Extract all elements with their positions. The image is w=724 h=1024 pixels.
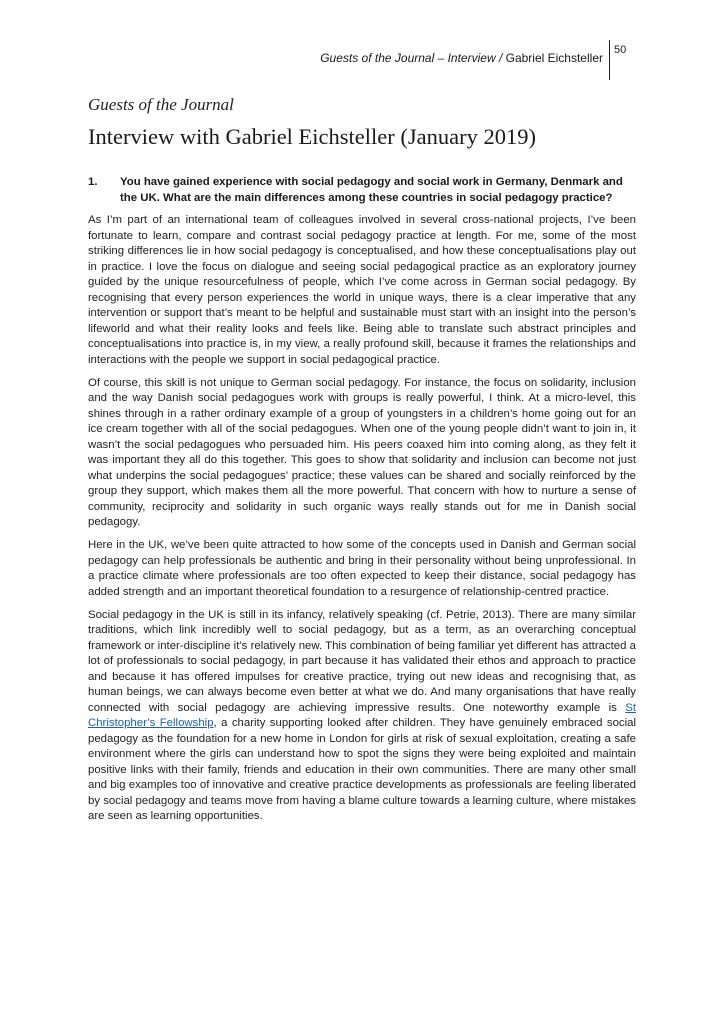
running-header — [300, 50, 603, 66]
paragraph-4 — [88, 608, 636, 825]
question-text: You have gained experience with social pedagogy and social work in Germany, Denmark and the UK. What are the main differences among these countries in social pedagogy practice? — [120, 176, 623, 204]
section-label: Guests of the Journal — [88, 95, 234, 114]
paragraph-4-text-before: Social pedagogy in the UK is still in its infancy, relatively speaking (cf. Petrie, 2013). There are many similar traditions, which link incredibly well to social pedagogy, but as a term, as an overarching conceptual framework or inter-discipline it’s relatively new. This combination of being familiar yet different has attracted a lot of professionals to social pedagogy, in part because it has validated their ethos and approach to practice and because it has offered impulses for creative practice, trying out new ideas and recognising that, as human beings, we can always become even better at what we do. And many organisations that have really connected with social pedagogy are achieving impressive results. One noteworthy example is — [88, 608, 636, 714]
st-christophers-link[interactable]: St Christopher’s Fellowship — [88, 701, 636, 729]
answer-body — [88, 213, 636, 832]
interview-question — [88, 175, 636, 206]
running-header-author: Gabriel Eichsteller — [502, 51, 603, 65]
running-header-journal: Guests of the Journal – Interview / — [320, 51, 503, 65]
paragraph-2: Of course, this skill is not unique to German social pedagogy. For instance, the focus on solidarity, inclusion and the way Danish social pedagogues work with groups is really powerful, I think. At a micro-level, this shines through in a rather ordinary example of a group of youngsters in a children’s home going out for an ice cream together with all of the social pedagogues. When one of the young people didn’t want to join in, it wasn’t the social pedagogues who persuaded him. His peers coaxed him into coming along, as they felt it was important they all do this together. This goes to show that solidarity and inclusion can become not just what underpins the social pedagogues’ practice; these values can be shared and socially reinforced by the group they support, which makes them all the more powerful. That concern with how to nurture a sense of community, reciprocity and solidarity in such organic ways really stands out for me in Danish social pedagogy. — [88, 376, 636, 528]
header-divider — [609, 40, 610, 80]
question-number: 1. — [88, 176, 98, 188]
page-number: 50 — [614, 44, 627, 56]
paragraph-1: As I’m part of an international team of colleagues involved in several cross-national projects, I’ve been fortunate to learn, compare and contrast social pedagogy practice at length. For me, some of the most striking differences lie in how social pedagogy is conceptualised, and how these conceptualisations play out in practice. I love the focus on dialogue and seeing social pedagogical practice as an exploratory journey guided by the unique resourcefulness of people, which I’ve come across in German social pedagogy. By recognising that every person experiences the world in unique ways, there is a clear imperative that any intervention or support that’s meant to be helpful and sustainable must start with an insight into the person’s lifeworld and what their reality looks and feels like. Being able to translate such abstract principles and conceptualisations into practice is, in my view, a really profound skill, because it frames the relationships and interactions with the people we support in social pedagogical practice. — [88, 214, 636, 366]
page-title: Interview with Gabriel Eichsteller (January 2019) — [88, 124, 536, 149]
paragraph-3: Here in the UK, we’ve been quite attracted to how some of the concepts used in Danish and German social pedagogy can help professionals be authentic and bring in their personality without being unprofessional. In a practice climate where professionals are too often expected to keep their distance, social pedagogy has added strength and an important theoretical foundation to a resurgence of relationship-centred practice. — [88, 539, 636, 598]
paragraph-4-text-after: , a charity supporting looked after children. They have genuinely embraced social pedagogy as the foundation for a new home in London for girls at risk of sexual exploitation, creating a safe environment where the girls can understand how to spot the signs they were being exploited and maintain positive links with their family, friends and education in their own communities. There are many other small and big examples too of innovative and creative practice developments as professionals are feeling liberated by social pedagogy and teams move from having a blame culture towards a learning culture, where mistakes are seen as learning opportunities. — [88, 717, 637, 822]
